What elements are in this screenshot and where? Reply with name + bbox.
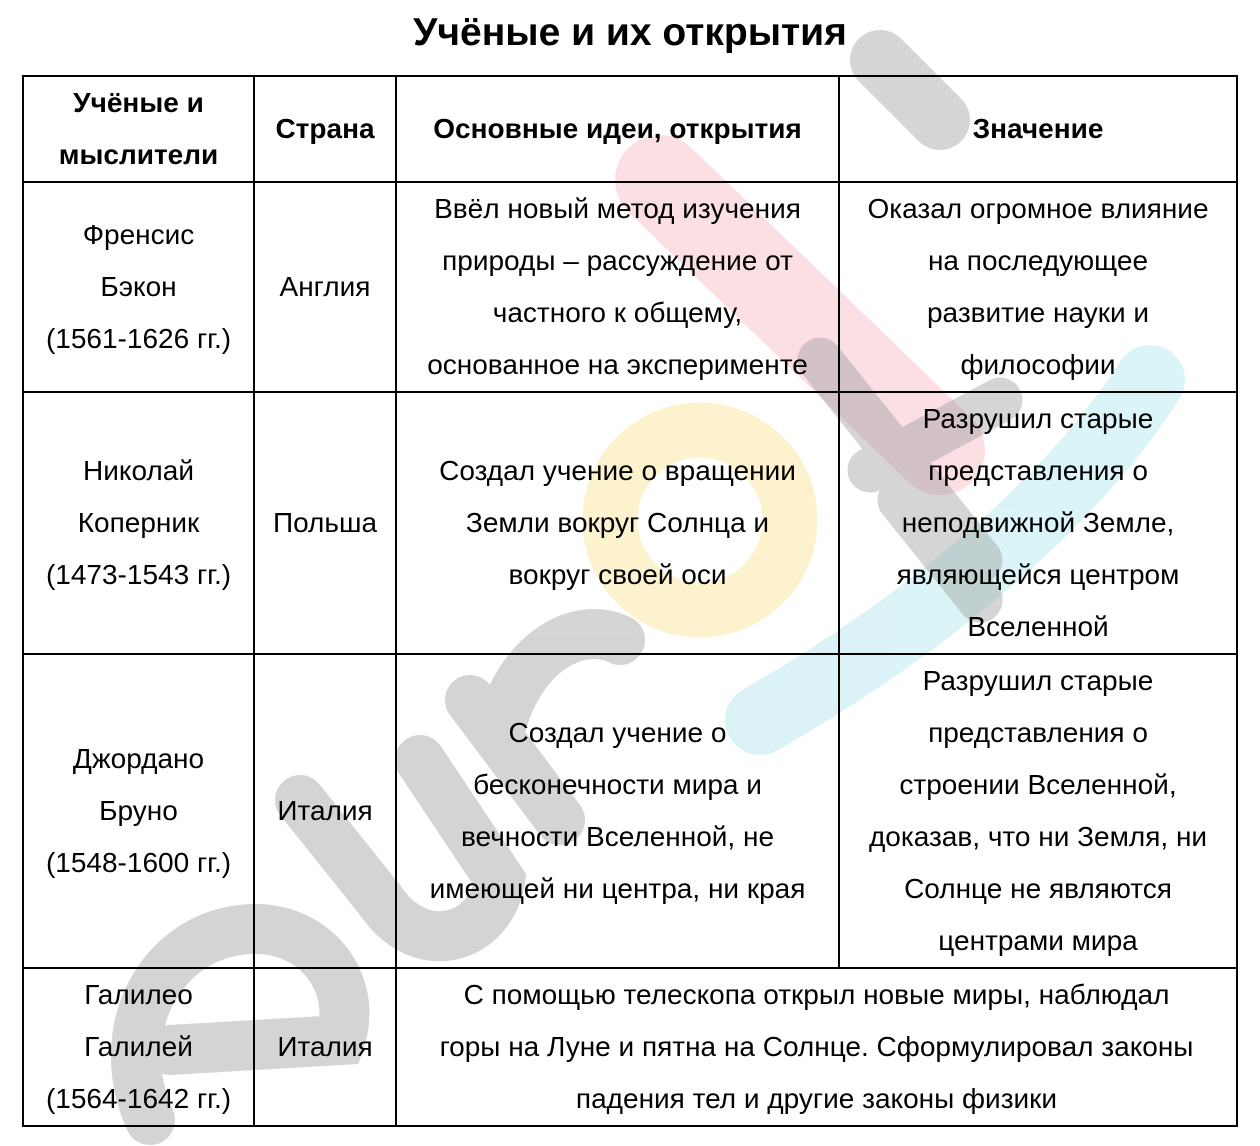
cell-country: Польша — [254, 392, 396, 654]
name-line: Галилей — [84, 1031, 193, 1062]
significance-line: строении Вселенной, — [899, 769, 1177, 800]
ideas-line: имеющей ни центра, ни края — [429, 873, 806, 904]
significance-line: неподвижной Земле, — [901, 507, 1175, 538]
ideas-line: вечности Вселенной, не — [460, 821, 775, 852]
cell-scientist-name — [23, 392, 254, 654]
header-country: Страна — [254, 76, 396, 182]
cell-significance — [839, 182, 1237, 392]
page-title: Учёные и их открытия — [413, 11, 847, 54]
header-significance: Значение — [839, 76, 1237, 182]
table-row — [23, 392, 1237, 654]
ideas-line: Создал учение о — [508, 717, 727, 748]
name-line: Френсис — [82, 219, 195, 250]
significance-line: философии — [960, 349, 1116, 380]
name-line: (1473-1543 гг.) — [45, 559, 232, 590]
significance-line: развитие науки и — [926, 297, 1150, 328]
cell-ideas — [396, 654, 839, 968]
scientists-table — [22, 75, 1238, 1127]
table-header-row — [23, 76, 1237, 182]
header-scientists-line: Учёные и — [73, 87, 204, 118]
name-line: Бэкон — [100, 271, 177, 302]
significance-line: Разрушил старые — [922, 403, 1154, 434]
cell-significance — [839, 392, 1237, 654]
ideas-line: природы – рассуждение от — [442, 245, 793, 276]
cell-significance — [839, 654, 1237, 968]
cell-country: Италия — [254, 654, 396, 968]
name-line: (1561-1626 гг.) — [45, 323, 232, 354]
name-line: Коперник — [77, 507, 200, 538]
name-line: (1564-1642 гг.) — [45, 1083, 232, 1114]
ideas-line: частного к общему, — [492, 297, 743, 328]
significance-line: центрами мира — [938, 925, 1138, 956]
name-line: (1548-1600 гг.) — [45, 847, 232, 878]
ideas-line: основанное на эксперименте — [427, 349, 808, 380]
cell-ideas — [396, 392, 839, 654]
merged-line: падения тел и другие законы физики — [575, 1083, 1058, 1114]
cell-ideas — [396, 182, 839, 392]
header-scientists-line: мыслители — [58, 139, 219, 170]
name-line: Галилео — [84, 979, 193, 1010]
merged-line: С помощью телескопа открыл новые миры, наблюдал — [463, 979, 1170, 1010]
significance-line: Разрушил старые — [922, 665, 1154, 696]
significance-line: на последующее — [927, 245, 1149, 276]
significance-line: представления о — [928, 717, 1148, 748]
ideas-line: Земли вокруг Солнца и — [465, 507, 770, 538]
table-row — [23, 968, 1237, 1126]
name-line: Джордано — [72, 743, 205, 774]
significance-line: являющейся центром — [896, 559, 1180, 590]
merged-line: горы на Луне и пятна на Солнце. Сформулировал законы — [439, 1031, 1194, 1062]
ideas-line: вокруг своей оси — [508, 559, 727, 590]
ideas-line: бесконечности мира и — [473, 769, 762, 800]
significance-line: Солнце не являются — [904, 873, 1172, 904]
header-ideas: Основные идеи, открытия — [396, 76, 839, 182]
cell-country: Италия — [254, 968, 396, 1126]
cell-scientist-name — [23, 182, 254, 392]
significance-line: Вселенной — [967, 611, 1109, 642]
cell-country: Англия — [254, 182, 396, 392]
significance-line: представления о — [928, 455, 1148, 486]
table-row — [23, 182, 1237, 392]
cell-scientist-name — [23, 968, 254, 1126]
cell-scientist-name — [23, 654, 254, 968]
ideas-line: Создал учение о вращении — [439, 455, 796, 486]
table-row — [23, 654, 1237, 968]
name-line: Николай — [83, 455, 194, 486]
significance-line: доказав, что ни Земля, ни — [868, 821, 1208, 852]
significance-line: Оказал огромное влияние — [867, 193, 1209, 224]
header-scientists — [23, 76, 254, 182]
name-line: Бруно — [99, 795, 178, 826]
ideas-line: Ввёл новый метод изучения — [434, 193, 801, 224]
cell-ideas-and-significance — [396, 968, 1237, 1126]
